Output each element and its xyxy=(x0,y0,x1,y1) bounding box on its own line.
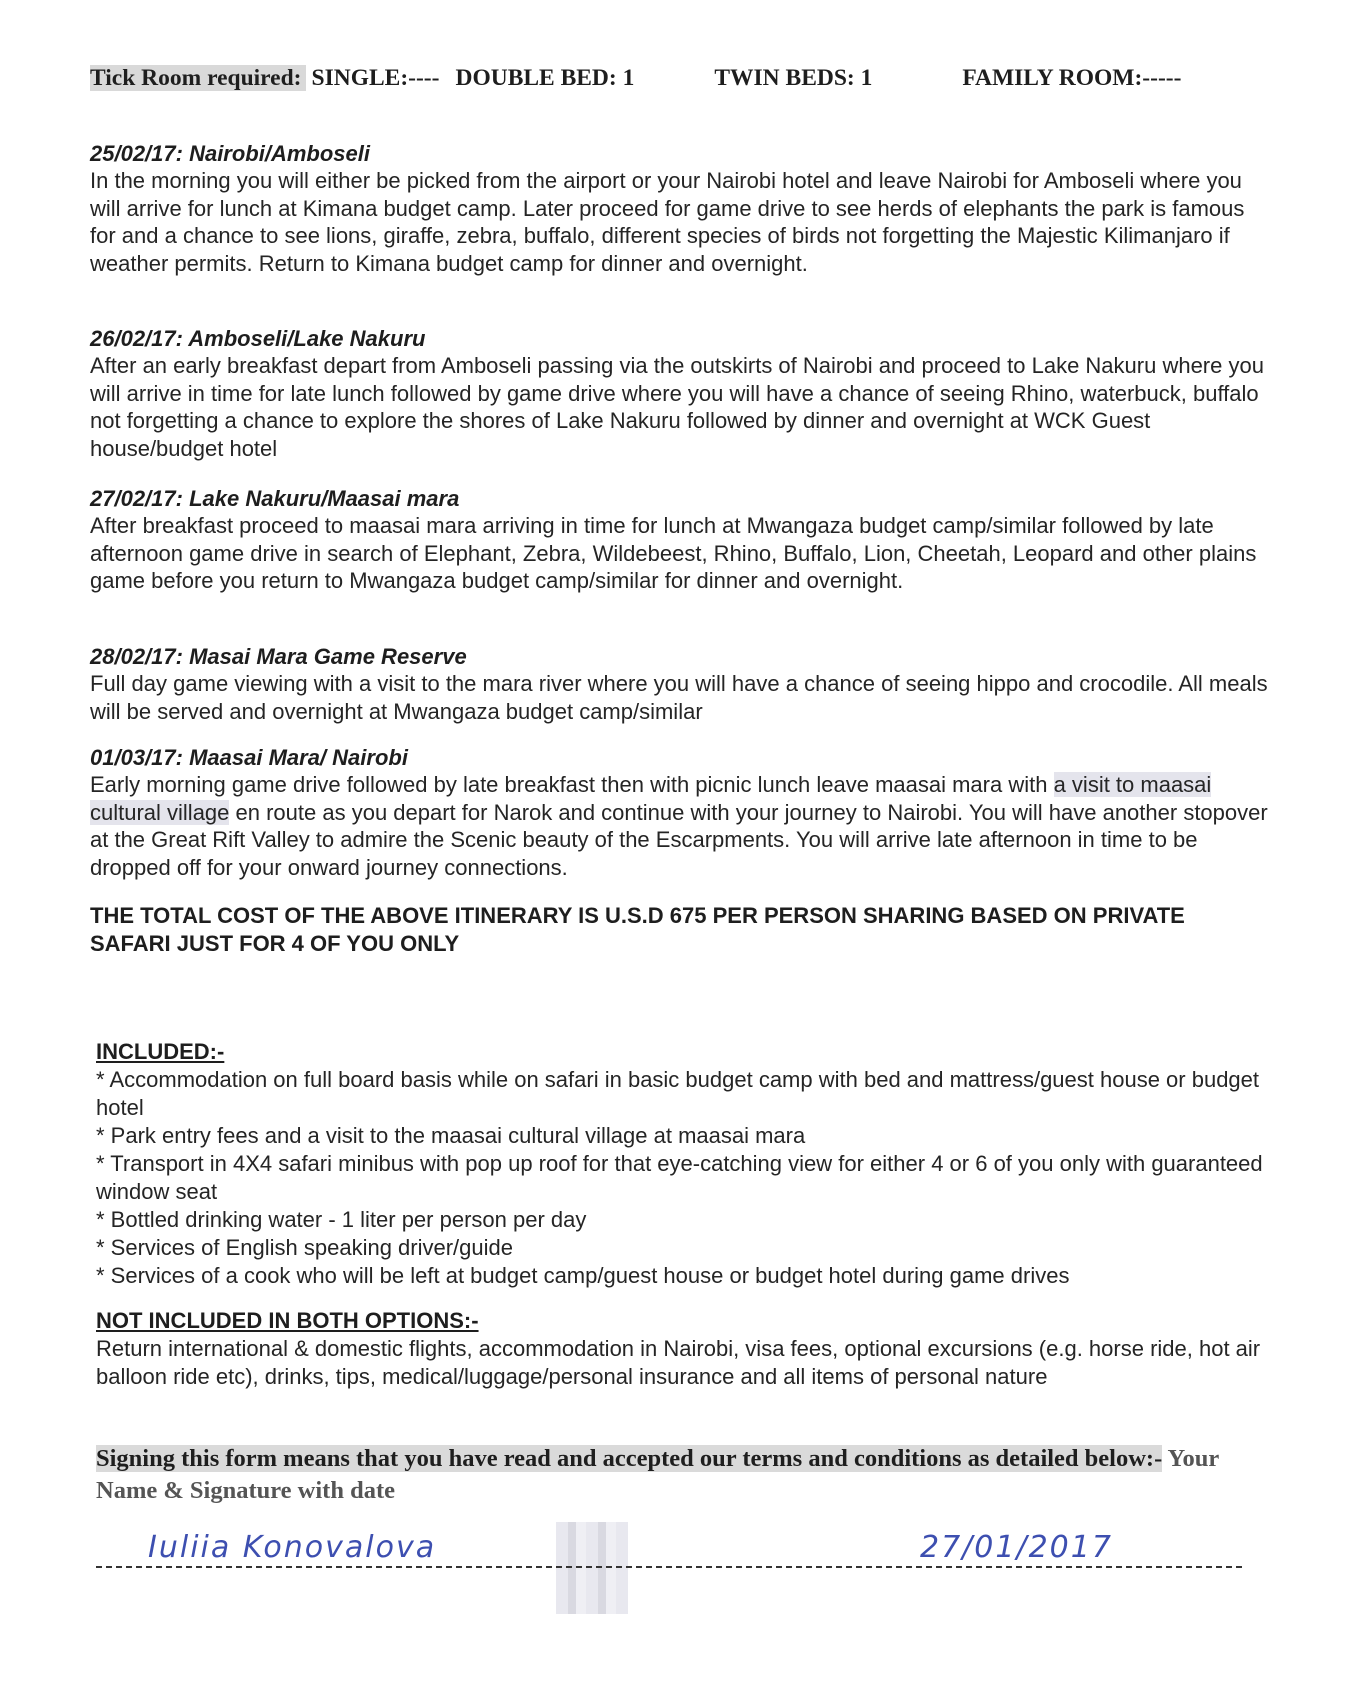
day-title: 26/02/17: Amboseli/Lake Nakuru xyxy=(90,326,426,351)
room-single: SINGLE:---- xyxy=(311,65,440,91)
day-title: 27/02/17: Lake Nakuru/Maasai mara xyxy=(90,486,460,511)
day-description: After an early breakfast depart from Amboseli passing via the outskirts of Nairobi and proceed to Lake Nakuru where you will arrive in time for late lunch followed by game drive where you will have a chance of seeing Rhino, waterbuck, buffalo not forgetting a chance to explore the shores of Lake Nakuru followed by dinner and overnight at WCK Guest house/budget hotel xyxy=(90,353,1264,461)
included-item: * Accommodation on full board basis while on safari in basic budget camp with bed and mattress/guest house or budget hotel xyxy=(96,1067,1260,1120)
included-list xyxy=(96,1066,1276,1290)
blurred-signature xyxy=(556,1522,628,1614)
day-section xyxy=(90,140,1270,277)
signature-line xyxy=(96,1566,1242,1568)
day-section xyxy=(90,325,1270,462)
day-title: 25/02/17: Nairobi/Amboseli xyxy=(90,141,370,166)
day-description xyxy=(90,771,1270,881)
signing-text: Signing this form means that you have read and accepted our terms and conditions as detailed below:- xyxy=(96,1445,1163,1472)
room-double-bed: DOUBLE BED: 1 xyxy=(455,65,635,91)
included-item: * Park entry fees and a visit to the maasai cultural village at maasai mara xyxy=(96,1123,806,1148)
day-description: Full day game viewing with a visit to the mara river where you will have a chance of seeing hippo and crocodile. All meals will be served and overnight at Mwangaza budget camp/similar xyxy=(90,671,1268,724)
room-required-line xyxy=(90,62,1280,94)
included-item: * Services of a cook who will be left at budget camp/guest house or budget hotel during game drives xyxy=(96,1263,1070,1288)
tick-room-label: Tick Room required: xyxy=(90,65,306,91)
total-cost-statement: THE TOTAL COST OF THE ABOVE ITINERARY IS U.S.D 675 PER PERSON SHARING BASED ON PRIVATE SAFARI JUST FOR 4 OF YOU ONLY xyxy=(90,903,1185,956)
room-twin-beds: TWIN BEDS: 1 xyxy=(714,65,873,91)
not-included-section xyxy=(96,1307,1276,1391)
day-description: After breakfast proceed to maasai mara arriving in time for lunch at Mwangaza budget camp/similar followed by late afternoon game drive in search of Elephant, Zebra, Wildebeest, Rhino, Buffalo, Lion, Cheetah, Leopard and other plains game before you return to Mwangaza budget camp/similar for dinner and overnight. xyxy=(90,513,1257,593)
included-heading: INCLUDED:- xyxy=(96,1039,225,1064)
not-included-heading: NOT INCLUDED IN BOTH OPTIONS:- xyxy=(96,1308,479,1333)
day-title: 01/03/17: Maasai Mara/ Nairobi xyxy=(90,745,408,770)
day-section xyxy=(90,485,1270,595)
highlighted-phrase: a visit to maasai cultural village xyxy=(90,772,1212,825)
signature-prompt: Your Name & Signature with date xyxy=(96,1445,1219,1504)
day-text-after: en route as you depart for Narok and continue with your journey to Nairobi. You will have another stopover at the Great Rift Valley to admire the Scenic beauty of the Escarpments. You will arrive late afternoon in time to be dropped off for your onward journey connections. xyxy=(90,799,1268,880)
included-section xyxy=(96,1038,1276,1290)
included-item: * Services of English speaking driver/guide xyxy=(96,1235,514,1260)
day-title: 28/02/17: Masai Mara Game Reserve xyxy=(90,644,467,669)
day-description: In the morning you will either be picked from the airport or your Nairobi hotel and leave Nairobi for Amboseli where you will arrive for lunch at Kimana budget camp. Later proceed for game drive to see herds of elephants the park is famous for and a chance to see lions, giraffe, zebra, buffalo, different species of birds not forgetting the Majestic Kilimanjaro if weather permits. Return to Kimana budget camp for dinner and overnight. xyxy=(90,168,1245,276)
day-section xyxy=(90,643,1270,725)
included-item: * Transport in 4X4 safari minibus with pop up roof for that eye-catching view for either 4 or 6 of you only with guaranteed window seat xyxy=(96,1151,1263,1204)
not-included-text: Return international & domestic flights, accommodation in Nairobi, visa fees, optional excursions (e.g. horse ride, hot air balloon ride etc), drinks, tips, medical/luggage/personal insurance and all items of personal nature xyxy=(96,1336,1261,1389)
handwritten-date: 27/01/2017 xyxy=(920,1530,1113,1565)
handwritten-name: Iuliia Konovalova xyxy=(148,1530,437,1565)
signing-statement xyxy=(96,1443,1276,1507)
room-family: FAMILY ROOM:----- xyxy=(962,65,1182,91)
included-item: * Bottled drinking water - 1 liter per person per day xyxy=(96,1207,587,1232)
day-text-before: Early morning game drive followed by late breakfast then with picnic lunch leave maasai mara with xyxy=(90,772,1054,797)
day-section xyxy=(90,744,1270,881)
